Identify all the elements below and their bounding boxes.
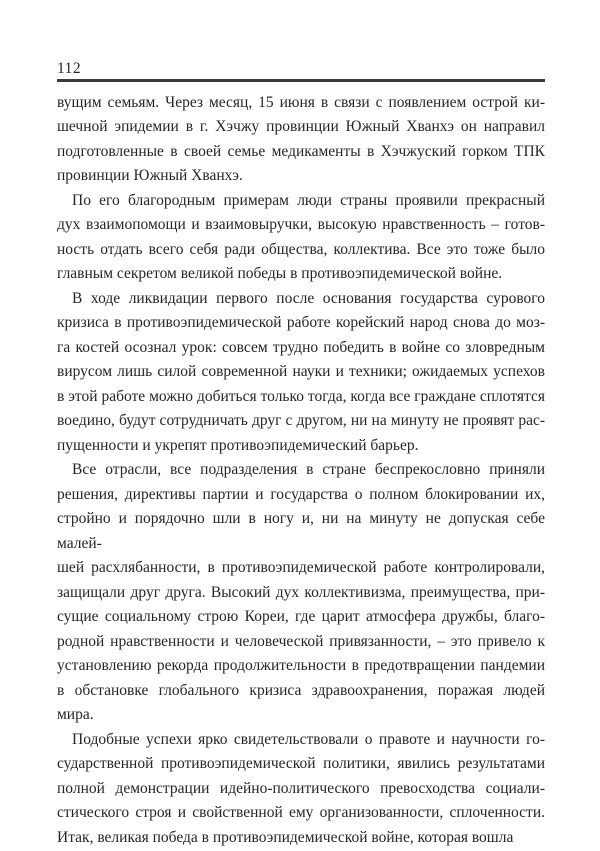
- text-line: в этой работе можно добиться только тогда, когда все граждане сплотятся: [57, 387, 545, 405]
- text-line: главным секретом великой победы в противоэпидемической войне.: [57, 265, 503, 282]
- text-line: воедино, будут сотрудничать друг с другом, ни на минуту не проявят рас-: [57, 412, 545, 429]
- text-line: шечной эпидемии в г. Хэчжу провинции Южный Хванхэ он направил: [57, 118, 545, 135]
- text-line: полной демонстрации идейно-политического превосходства социали-: [57, 779, 545, 797]
- paragraph: [57, 728, 545, 851]
- text-line: дух взаимопомощи и взаимовыручки, высокую нравственность – готов-: [57, 216, 545, 233]
- text-line: сущие социальному строю Кореи, где царит атмосфера дружбы, благо-: [57, 608, 545, 625]
- text-line: решения, директивы партии и государства о полном блокировании их,: [57, 485, 545, 503]
- text-line: Все отрасли, все подразделения в стране беспрекословно приняли: [72, 461, 545, 478]
- text-line: По его благородным примерам люди страны проявили прекрасный: [72, 191, 545, 209]
- paragraph: [57, 458, 545, 728]
- text-line: подготовленные в своей семье медикаменты в Хэчжуский горком ТПК: [57, 142, 545, 160]
- text-line: Подобные успехи ярко свидетельствовали о правоте и научности го-: [72, 730, 545, 748]
- text-line: Итак, великая победа в противоэпидемической войне, которая вошла: [57, 828, 514, 846]
- text-column: [57, 0, 545, 850]
- text-line: стройно и порядочно шли в ногу и, ни на минуту не допуская себе малей-: [57, 510, 545, 552]
- text-line: в обстановке глобального кризиса здравоохранения, поражая людей мира.: [57, 681, 545, 723]
- text-line: сударственной противоэпидемической политики, явились результатами: [57, 755, 545, 772]
- text-line: стического строя и свойственной ему организованности, сплоченности.: [57, 804, 545, 821]
- text-line: пущенности и укрепят противоэпидемический барьер.: [57, 436, 419, 454]
- text-line: провинции Южный Хванхэ.: [57, 167, 243, 184]
- text-body: [57, 82, 545, 851]
- paragraph: [57, 287, 545, 459]
- text-line: га костей осознал урок: совсем трудно победить в войне со зловредным: [57, 338, 545, 356]
- page-number: 112: [57, 60, 82, 77]
- text-line: ность отдать всего себя ради общества, коллектива. Все это тоже было: [57, 240, 545, 258]
- text-line: вирусом лишь силой современной науки и техники; ожидаемых успехов: [57, 363, 545, 380]
- text-line: родной нравственности и человеческой привязанности, – это привело к: [57, 632, 545, 650]
- text-line: защищали друг друга. Высокий дух коллективизма, преимущества, при-: [57, 583, 545, 601]
- text-line: шей расхлябанности, в противоэпидемической работе контролировали,: [57, 559, 545, 576]
- text-line: В ходе ликвидации первого после основания государства сурового: [72, 289, 545, 307]
- text-line: кризиса в противоэпидемической работе корейский народ снова до моз-: [57, 314, 545, 331]
- paragraph: [57, 189, 545, 287]
- text-line: вущим семьям. Через месяц, 15 июня в связи с появлением острой ки-: [57, 93, 545, 111]
- paragraph: [57, 91, 545, 189]
- page-header: [57, 60, 545, 82]
- text-line: установлению рекорда продолжительности в предотвращении пандемии: [57, 657, 545, 674]
